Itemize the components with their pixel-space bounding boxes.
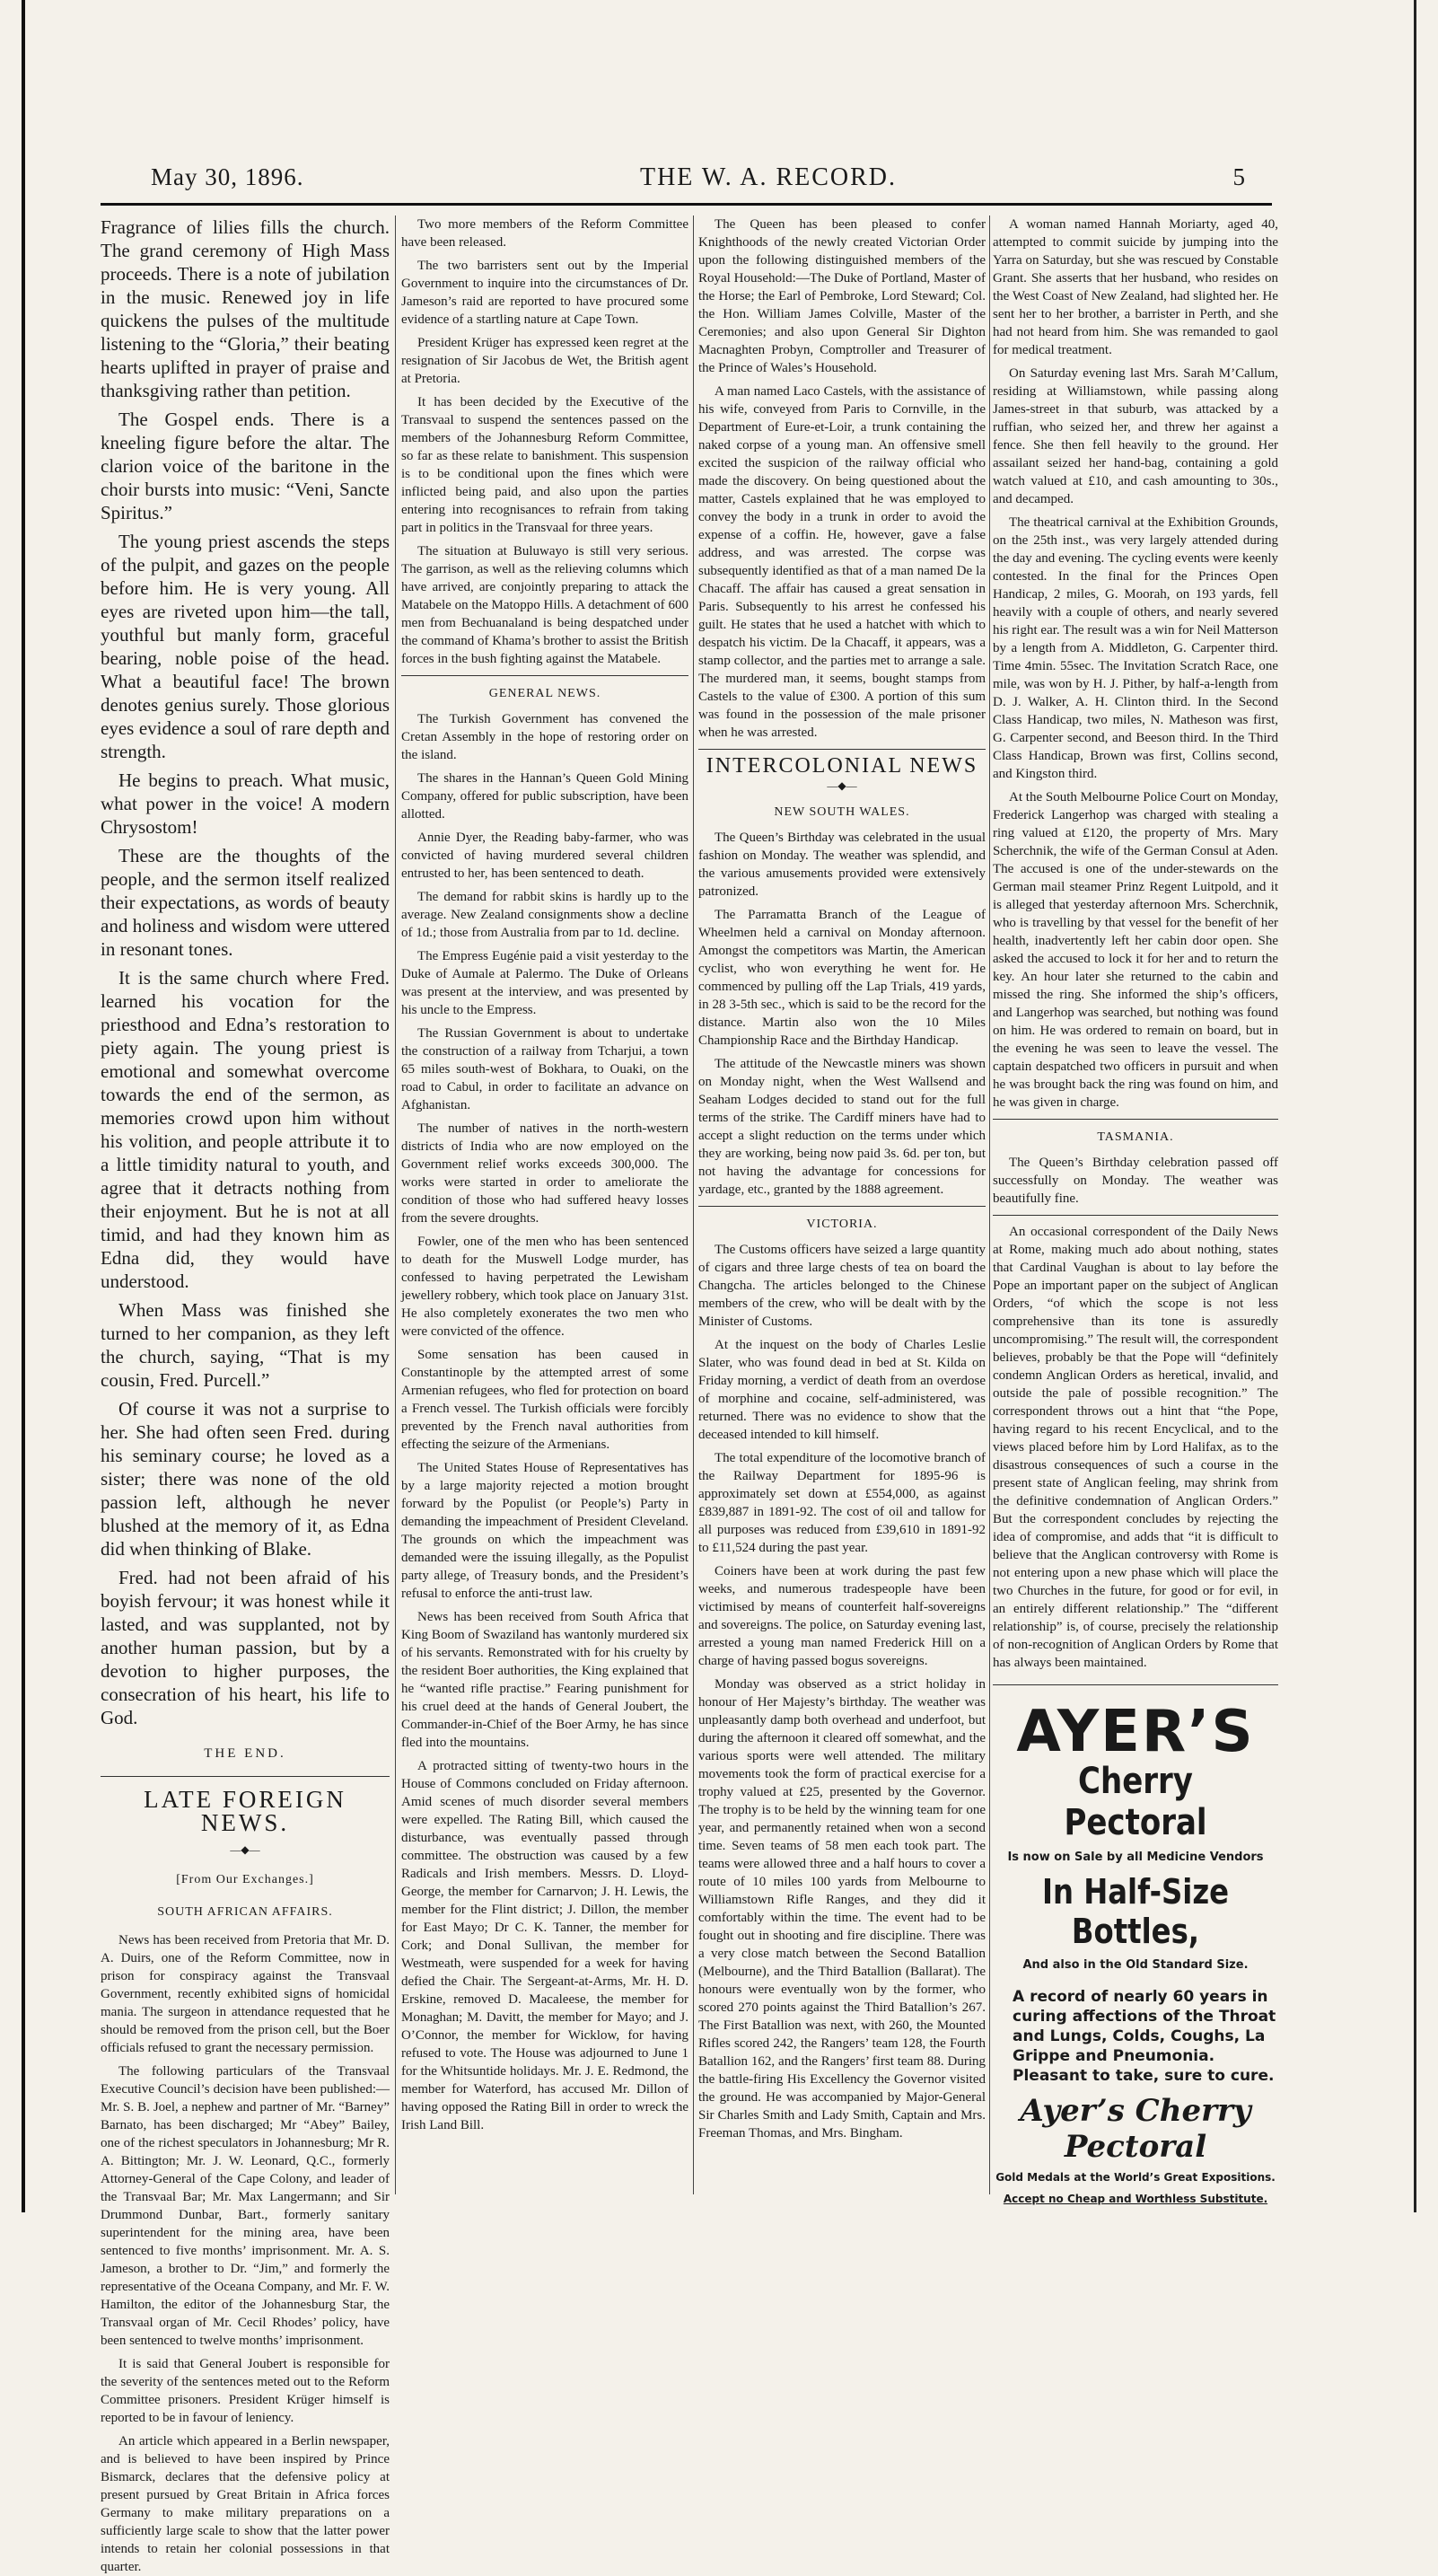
ad-script-logo: Ayer’s Cherry Pectoral [1020, 2093, 1251, 2165]
news-paragraph: A man named Laco Castels, with the assistance of his wife, conveyed from Paris to Cornville, in the Department of Eure-et-Loir, a trunk containing the naked corpse of a young man. An offensive smell excited the suspicion of the railway official who made the discovery. On being questioned about the matter, Castels explained that he was employed to convey the body in a trunk in order to avoid the expense of a coffin. He, however, gave a false address, and was arrested. The corpse was subsequently identified as that of a man named De la Chacaff. The affair has caused a great sensation in Paris. Subsequently to his arrest he confessed his guilt. He states that he used a hatchet with which to despatch his victim. De la Chacaff, it appears, was a stamp collector, and the parties met to arrange a sale. The murdered man, it seems, bought stamps from Castels to the value of £300. A portion of this sum was found in the possession of the male prisoner when he was arrested. [698, 384, 986, 740]
news-paragraph: The following particulars of the Transvaal Executive Council’s decision have been published:—Mr. S. B. Joel, a nephew and partner of Mr. “Barney” Barnato, has been discharged; Mr “Abey” Bailey, one of the richest speculators in Johannesburg; Mr R. A. Bittington; Mr. J. W. Leonard, Q.C., formerly Attorney-General of the Cape Colony, and leader of the Transvaal Bar; Mr. Max Langermann; and Sir Drummond Dunbar, Bart., formerly sanitary superintendent for the mining area, have been sentenced to five months’ imprisonment. Mr. A. S. Jameson, a brother to Dr. “Jim,” and formerly the representative of the Oceana Company, and Mr. F. W. Hamilton, the editor of the Johannesburg Star, the Transvaal organ of Mr. Cecil Rhodes’ policy, have been sentenced to twelve months’ imprisonment. [101, 2064, 390, 2348]
page-header [151, 163, 1246, 199]
story-paragraph: When Mass was finished she turned to her companion, as they left the church, saying, “That is my cousin, Fred. Purcell.” [101, 1299, 390, 1391]
subhead-new-south-wales: NEW SOUTH WALES. [774, 805, 910, 819]
ad-warning-note: Accept no Cheap and Worthless Substitute. [1003, 2193, 1268, 2205]
column-divider [693, 215, 694, 2194]
newspaper-title: THE W. A. RECORD. [639, 163, 898, 191]
ornament-rule: —◆— [230, 1843, 260, 1856]
news-paragraph: At the inquest on the body of Charles Leslie Slater, who was found dead in bed at St. Kilda on Friday morning, a verdict of death from an overdose of morphine and cocaine, self-administered, was returned. There was no evidence to show that the deceased intended to kill himself. [698, 1338, 986, 1442]
issue-date: May 30, 1896. [151, 163, 304, 190]
story-paragraph: Of course it was not a surprise to her. She had often seen Fred. during his seminary course; he loved as a sister; there was none of the old passion left, although he never blushed at the memory of it, as Edna did when thinking of Blake. [101, 1398, 390, 1560]
header-rule [101, 203, 1272, 206]
column-divider [395, 215, 396, 2194]
story-paragraph: The young priest ascends the steps of the pulpit, and gazes on the people before him. He is very young. All eyes are riveted upon him—the tall, youthful but manly form, graceful bearing, noble poise of the head. What a beautiful face! The brown denotes genius surely. Those glorious eyes evidence a soul of rare depth and strength. [101, 531, 390, 762]
news-paragraph: Annie Dyer, the Reading baby-farmer, who was convicted of having murdered several children entrusted to her, has been sentenced to death. [401, 831, 688, 881]
section-rule [101, 1776, 390, 1777]
section-rule [401, 675, 688, 676]
news-paragraph: The Queen has been pleased to confer Knighthoods of the newly created Victorian Order upon the following distinguished members of the Royal Household:—The Duke of Portland, Master of the Horse; the Earl of Pembroke, Lord Steward; Col. the Hon. William James Colville, Master of the Ceremonies; and also upon General Sir Dighton Macnaghten Probyn, Comptroller and Treasurer of the Prince of Wales’s Household. [698, 217, 986, 375]
section-rule [698, 1206, 986, 1207]
column-1 [101, 215, 390, 2574]
news-paragraph: It is said that General Joubert is responsible for the severity of the sentences meted out to the Reform Committee prisoners. President Krüger himself is reported to be in favour of leniency. [101, 2357, 390, 2425]
news-paragraph: Some sensation has been caused in Constantinople by the attempted arrest of some Armenian refugees, who fled for protection on board a French vessel. The Turkish officials were forcibly prevented by the French naval authorities from effecting the seizure of the Armenians. [401, 1348, 688, 1452]
ornament-rule: —◆— [827, 779, 857, 792]
news-paragraph: The Turkish Government has convened the Cretan Assembly in the hope of restoring order on the island. [401, 712, 688, 762]
page-number: 5 [1232, 163, 1246, 190]
page-edge-right [1414, 0, 1416, 2212]
news-paragraph: An article which appeared in a Berlin newspaper, and is believed to have been inspired by Prince Bismarck, declares that the defensive policy at present pursued by Great Britain in Africa forces Germany to make military preparations on a sufficiently large scale to show that the latter power intends to retain her colonial possessions in that quarter. [101, 2434, 390, 2574]
section-rule [993, 1215, 1278, 1216]
news-paragraph: Monday was observed as a strict holiday in honour of Her Majesty’s birthday. The weather was unpleasantly damp both overhead and underfoot, but during the afternoon it cleared off somewhat, and the various sports were well attended. The military movements took the form of practical exercise for a trophy valued at £25, presented by the Governor. The trophy is to be held by the winning team for one year, and permanently retained when won a second time. Seven teams of 58 men each took part. The teams were allowed three and a half hours to cover a route of 10 miles 100 yards from Melbourne to Williamstown Rifle Ranges, and they did it comfortably within the time. The event had to be fought out in shooting and fire discipline. There was a very close match between the Second Batallion (Melbourne), and the Third Batallion (Ballarat). The honours were eventually won by the former, who scored 270 points against the Third Batallion’s 267. The First Batallion was next, with 260, the Mounted Rifles scored 242, the Rangers’ team 128, the Fourth Batallion 162, and the Rangers’ first team 88. During the battle-firing His Excellency the Governor visited the ground. He was accompanied by Major-General Sir Charles Smith and Lady Smith, Captain and Mrs. Freeman Thomas, and Mrs. Bingham. [698, 1677, 986, 2141]
section-rule [698, 749, 986, 750]
story-paragraph: Fred. had not been afraid of his boyish fervour; it was honest while it lasted, and was supplanted, not by another human passion, but by a devotion to higher purposes, the consecration of his heart, his life to God. [101, 1567, 390, 1728]
news-paragraph: The situation at Buluwayo is still very serious. The garrison, as well as the relieving columns which have arrived, are conjointly preparing to attack the Matabele on the Matoppo Hills. A detachment of 600 men from Bechuanaland is being despatched under the command of Khama’s brother to assist the British forces in the bush fighting against the Matabele. [401, 544, 688, 666]
news-paragraph: The Russian Government is about to undertake the construction of a railway from Tcharjui, a town 65 miles south-west of Bokhara, to Ouaki, on the road to Cabul, in order to facilitate an advance on Afghanistan. [401, 1026, 688, 1112]
story-paragraph: These are the thoughts of the people, and the sermon itself realized their expectations, as words of beauty and holiness and wisdom were uttered in resonant tones. [101, 845, 390, 960]
ad-bottle-size: In Half-Size Bottles, [1041, 1872, 1230, 1951]
news-paragraph: The two barristers sent out by the Imperial Government to inquire into the circumstances of Dr. Jameson’s raid are reported to have procured some evidence of a startling nature at Cape Town. [401, 259, 688, 327]
news-paragraph: The number of natives in the north-western districts of India who are now employed on the Government relief works exceeds 300,000. The works were started in order to ameliorate the condition of those who had suffered heavy losses from the severe droughts. [401, 1121, 688, 1226]
news-paragraph: The Customs officers have seized a large quantity of cigars and three large chests of tea on board the Changcha. The articles belonged to the Chinese members of the crew, who will be dealt with by the Minister of Customs. [698, 1243, 986, 1329]
news-paragraph: A protracted sitting of twenty-two hours in the House of Commons concluded on Friday afternoon. Amid scenes of much disorder several members were expelled. The Rating Bill, which caused the disturbance, was eventually passed through committee. The obstruction was caused by a few Radicals and Irish members. Messrs. D. Lloyd-George, the member for Carnarvon; J. H. Lewis, the member for the Flint district; J. Dillon, the member for East Mayo; Dr C. K. Tanner, the member for Cork; and Donal Sullivan, the member for Westmeath, were suspended for a week for having defied the Chair. The Sergeant-at-Arms, Mr. H. D. Erskine, removed D. Macaleese, the member for Monaghan; M. Davitt, the member for Mayo; and J. O’Connor, the member for Wicklow, for having refused to vote. The House was adjourned to June 1 for the Whitsuntide holidays. Mr. J. E. Redmond, the member for Waterford, has accused Mr. Dillon of having opposed the Rating Bill in order to wreck the Irish Land Bill. [401, 1759, 688, 2132]
news-paragraph: The Empress Eugénie paid a visit yesterday to the Duke of Aumale at Palermo. The Duke of Orleans was present at the interview, and was presented by his uncle to the Empress. [401, 949, 688, 1017]
south-african-news [101, 1931, 390, 2576]
story-paragraph: Fragrance of lilies fills the church. The grand ceremony of High Mass proceeds. There is a note of jubilation in the music. Renewed joy in life quickens the pulses of the multitude listening to the “Gloria,” their beating hearts uplifted in prayer of praise and thanksgiving rather than petition. [101, 216, 390, 401]
ad-medals-note: Gold Medals at the World’s Great Expositions. [995, 2171, 1276, 2184]
subhead-tasmania: TASMANIA. [1097, 1130, 1174, 1144]
column-4 [993, 215, 1278, 2205]
news-paragraph: The demand for rabbit skins is hardly up to the average. New Zealand consignments show a decline of 1d.; those from Australia from par to 1d. decline. [401, 890, 688, 940]
news-paragraph: The United States House of Representatives has by a large majority rejected a motion brought forward by the Populist (or People’s) Party in demanding the impeachment of President Cleveland. The grounds on which the impeachment was demanded were the issuing illegally, as the Populist party allege, of Treasury bonds, and the President’s refusal to enforce the anti-trust law. [401, 1461, 688, 1601]
news-paragraph: The Queen’s Birthday celebration passed off successfully on Monday. The weather was beautifully fine. [993, 1156, 1278, 1206]
subhead-victoria: VICTORIA. [806, 1218, 878, 1231]
news-paragraph: The theatrical carnival at the Exhibition Grounds, on the 25th inst., was very largely attended during the day and evening. The cycling events were keenly contested. In the final for the Princes Open Handicap, 2 miles, G. Moorah, on 193 yards, fell heavily with a couple of others, and nearly severed his right ear. The result was a win for Neil Matterson by a length from A. Middleton, G. Carpenter third. Time 4min. 55sec. The Invitation Scratch Race, one mile, was won by H. J. Pither, by half-a-length from D. J. Walker, A. H. Clinton third. In the Second Class Handicap, two miles, N. Matheson was first, G. Carpenter second, and Beeson third. In the Third Class Handicap, Brown was first, Collins second, and Kingston third. [993, 515, 1278, 781]
ad-brand: AYER’S [1016, 1699, 1255, 1765]
ad-sale-note: Is now on Sale by all Medicine Vendors [1007, 1851, 1264, 1864]
news-paragraph: It has been decided by the Executive of the Transvaal to suspend the sentences passed on the members of the Johannesburg Reform Committee, so far as these relate to banishment. This suspension is to be conditional upon the fines which were inflicted being paid, and also upon the parties entering into recognisances to refrain from taking part in politics in the Transvaal for three years. [401, 395, 688, 535]
advertisement-ayers-cherry-pectoral [993, 1684, 1278, 2208]
subhead-south-african-affairs: SOUTH AFRICAN AFFAIRS. [157, 1905, 333, 1919]
news-paragraph: The attitude of the Newcastle miners was shown on Monday night, when the West Wallsend and Seaham Lodges decided to stand out for the full terms of the strike. The Cardiff miners have had to accept a slight reduction on the terms under which they are working, being now paid 3s. 6d. per ton, but not having the advantage for concessions for yardage, etc., granted by the 1888 agreement. [698, 1057, 986, 1197]
subhead-general-news: GENERAL NEWS. [488, 687, 601, 700]
story-paragraph: He begins to preach. What music, what power in the voice! A modern Chrysostom! [101, 769, 390, 838]
news-paragraph: Two more members of the Reform Committee have been released. [401, 217, 688, 250]
column-divider [989, 215, 990, 2194]
news-paragraph: President Krüger has expressed keen regret at the resignation of Sir Jacobus de Wet, the British agent at Pretoria. [401, 336, 688, 386]
news-paragraph: News has been received from South Africa that King Boom of Swaziland has wantonly murdered six of his servants. Remonstrated with for his cruelty by the resident Boer authorities, the King explained that he “wanted rifle practise.” Fearing punishment for his cruel deed at the hands of General Joubert, the Commander-in-Chief of the Boer Army, he has since fled into the mountains. [401, 1610, 688, 1750]
news-paragraph: Fowler, one of the men who has been sentenced to death for the Muswell Lodge murder, has confessed to having perpetrated the Lewisham jewellery robbery, which took place on January 31st. He also completely exonerates the two men who were convicted of the offence. [401, 1235, 688, 1339]
news-paragraph: An occasional correspondent of the Daily News at Rome, making much ado about nothing, states that Cardinal Vaughan is about to lay before the Pope an important paper on the subject of Anglican Orders, “of which the scope is not less comprehensive than its tone is assuredly uncompromising.” The result will, the correspondent believes, probably be that the Pope will “definitely condemn Anglican Orders as heretical, invalid, and outside the pale of possible recognition.” The correspondent throws out a hint that “the Pope, having regard to his recent Encyclical, and to the views placed before him by Lord Halifax, as to the disastrous consequences of such a course in the present state of Anglican feeling, may shrink from the definitive condemnation of Anglican Orders.” But the correspondent concludes by rejecting the idea of compromise, and adds that “it is difficult to believe that the Anglican controversy with Rome is not entering upon a new phase which will place the two Churches in the future, for good or for evil, in an entirely different relationship.” The “different relationship” is, of course, precisely the relationship of non-recognition of Anglican Orders by Rome that has always been maintained. [993, 1225, 1278, 1670]
story-end-marker: THE END. [204, 1746, 286, 1761]
column-3 [698, 215, 986, 2200]
ad-product-name: Cherry Pectoral [1064, 1761, 1207, 1843]
news-paragraph: The shares in the Hannan’s Queen Gold Mining Company, offered for public subscription, have been allotted. [401, 771, 688, 822]
news-paragraph: News has been received from Pretoria that Mr. D. A. Duirs, one of the Reform Committee, now in prison for conspiracy against the Transvaal Government, recently exhibited signs of homicidal mania. The surgeon in attendance requested that he should be removed from the prison cell, but the Boer officials refused to grant the necessary permission. [101, 1933, 390, 2055]
news-paragraph: At the South Melbourne Police Court on Monday, Frederick Langerhop was charged with stealing a ring valued at £120, the property of Mrs. Mary Scherchnik, the wife of the German Consul at Aden. The accused is one of the under-stewards on the German mail steamer Prinz Regent Luitpold, and it is alleged that yesterday afternoon Mrs. Scherchnik, who is travelling by that vessel for the benefit of her health, inadvertently left her cabin door open. She asked the accused to lock it for her and to return the key. An hour later she returned to the cabin and missed the ring. She informed the ship’s officers, and Langerhop was searched, but nothing was found on him. He was ordered to remain on board, but in the evening he was seen to leave the vessel. The captain despatched two officers in pursuit and when he was brought back the ring was found on him, and he was given in charge. [993, 790, 1278, 1110]
news-paragraph: Coiners have been at work during the past few weeks, and numerous tradespeople have been victimised by means of counterfeit half-sovereigns and sovereigns. The police, on Saturday evening last, arrested a young man named Frederick Hill on a charge of having passed bogus sovereigns. [698, 1564, 986, 1668]
news-paragraph: The Queen’s Birthday was celebrated in the usual fashion on Monday. The weather was splendid, and the various amusements provided were extensively patronized. [698, 831, 986, 899]
section-rule [993, 1119, 1278, 1120]
ad-body-text: A record of nearly 60 years in curing affections of the Throat and Lungs, Colds, Coughs, La Grippe and Pneumonia. Pleasant to take, sure to cure. [1013, 1988, 1276, 2085]
news-paragraph: On Saturday evening last Mrs. Sarah M’Callum, residing at Williamstown, while passing along James-street in that suburb, was attacked by a ruffian, who seized her, and threw her against a fence. She then fell heavily to the ground. Her assailant seized her hand-bag, containing a gold watch valued at £10, and cash amounting to 30s., and decamped. [993, 366, 1278, 506]
news-paragraph: The Parramatta Branch of the League of Wheelmen held a carnival on Monday afternoon. Amongst the competitors was Martin, the American cyclist, who won everything he went for. He commenced by pulling off the Lap Trials, 419 yards, in 28 3-5th sec., which is said to be the record for the distance. Martin also won the 10 Miles Championship Race and the Birthday Handicap. [698, 908, 986, 1048]
news-paragraph: The total expenditure of the locomotive branch of the Railway Department for 1895-96 is approximately set down at £554,000, as against £839,887 in 1891-92. The cost of oil and tallow for all purposes was reduced from £39,610 in 1891-92 to £11,524 during the past year. [698, 1451, 986, 1555]
page-edge-left [22, 0, 25, 2212]
source-note: [From Our Exchanges.] [176, 1873, 314, 1886]
ad-standard-size: And also in the Old Standard Size. [1022, 1958, 1249, 1972]
section-title-intercolonial-news: INTERCOLONIAL NEWS [706, 754, 978, 778]
news-paragraph: A woman named Hannah Moriarty, aged 40, attempted to commit suicide by jumping into the Yarra on Saturday, but she was rescued by Constable Grant. She asserts that her husband, who resides on the West Coast of New Zealand, had slighted her. He sent her to her brother, a barrister in Perth, and she had not heard from him. She was remanded to gaol for medical treatment. [993, 217, 1278, 357]
story-paragraph: The Gospel ends. There is a kneeling figure before the altar. The clarion voice of the baritone in the choir bursts into music: “Veni, Sancte Spiritus.” [101, 409, 390, 523]
column-2 [401, 215, 688, 2200]
story-paragraph: It is the same church where Fred. learned his vocation for the priesthood and Edna’s restoration to piety again. The young priest is emotional and somewhat overcome towards the end of the sermon, as memories crowd upon him without his volition, and people attribute it to a little timidity natural to youth, and agree that it detracts nothing from their enjoyment. But he is not at all timid, and had they known him as Edna did, they would have understood. [101, 967, 390, 1292]
section-title-foreign-news: LATE FOREIGN NEWS. [144, 1786, 346, 1836]
